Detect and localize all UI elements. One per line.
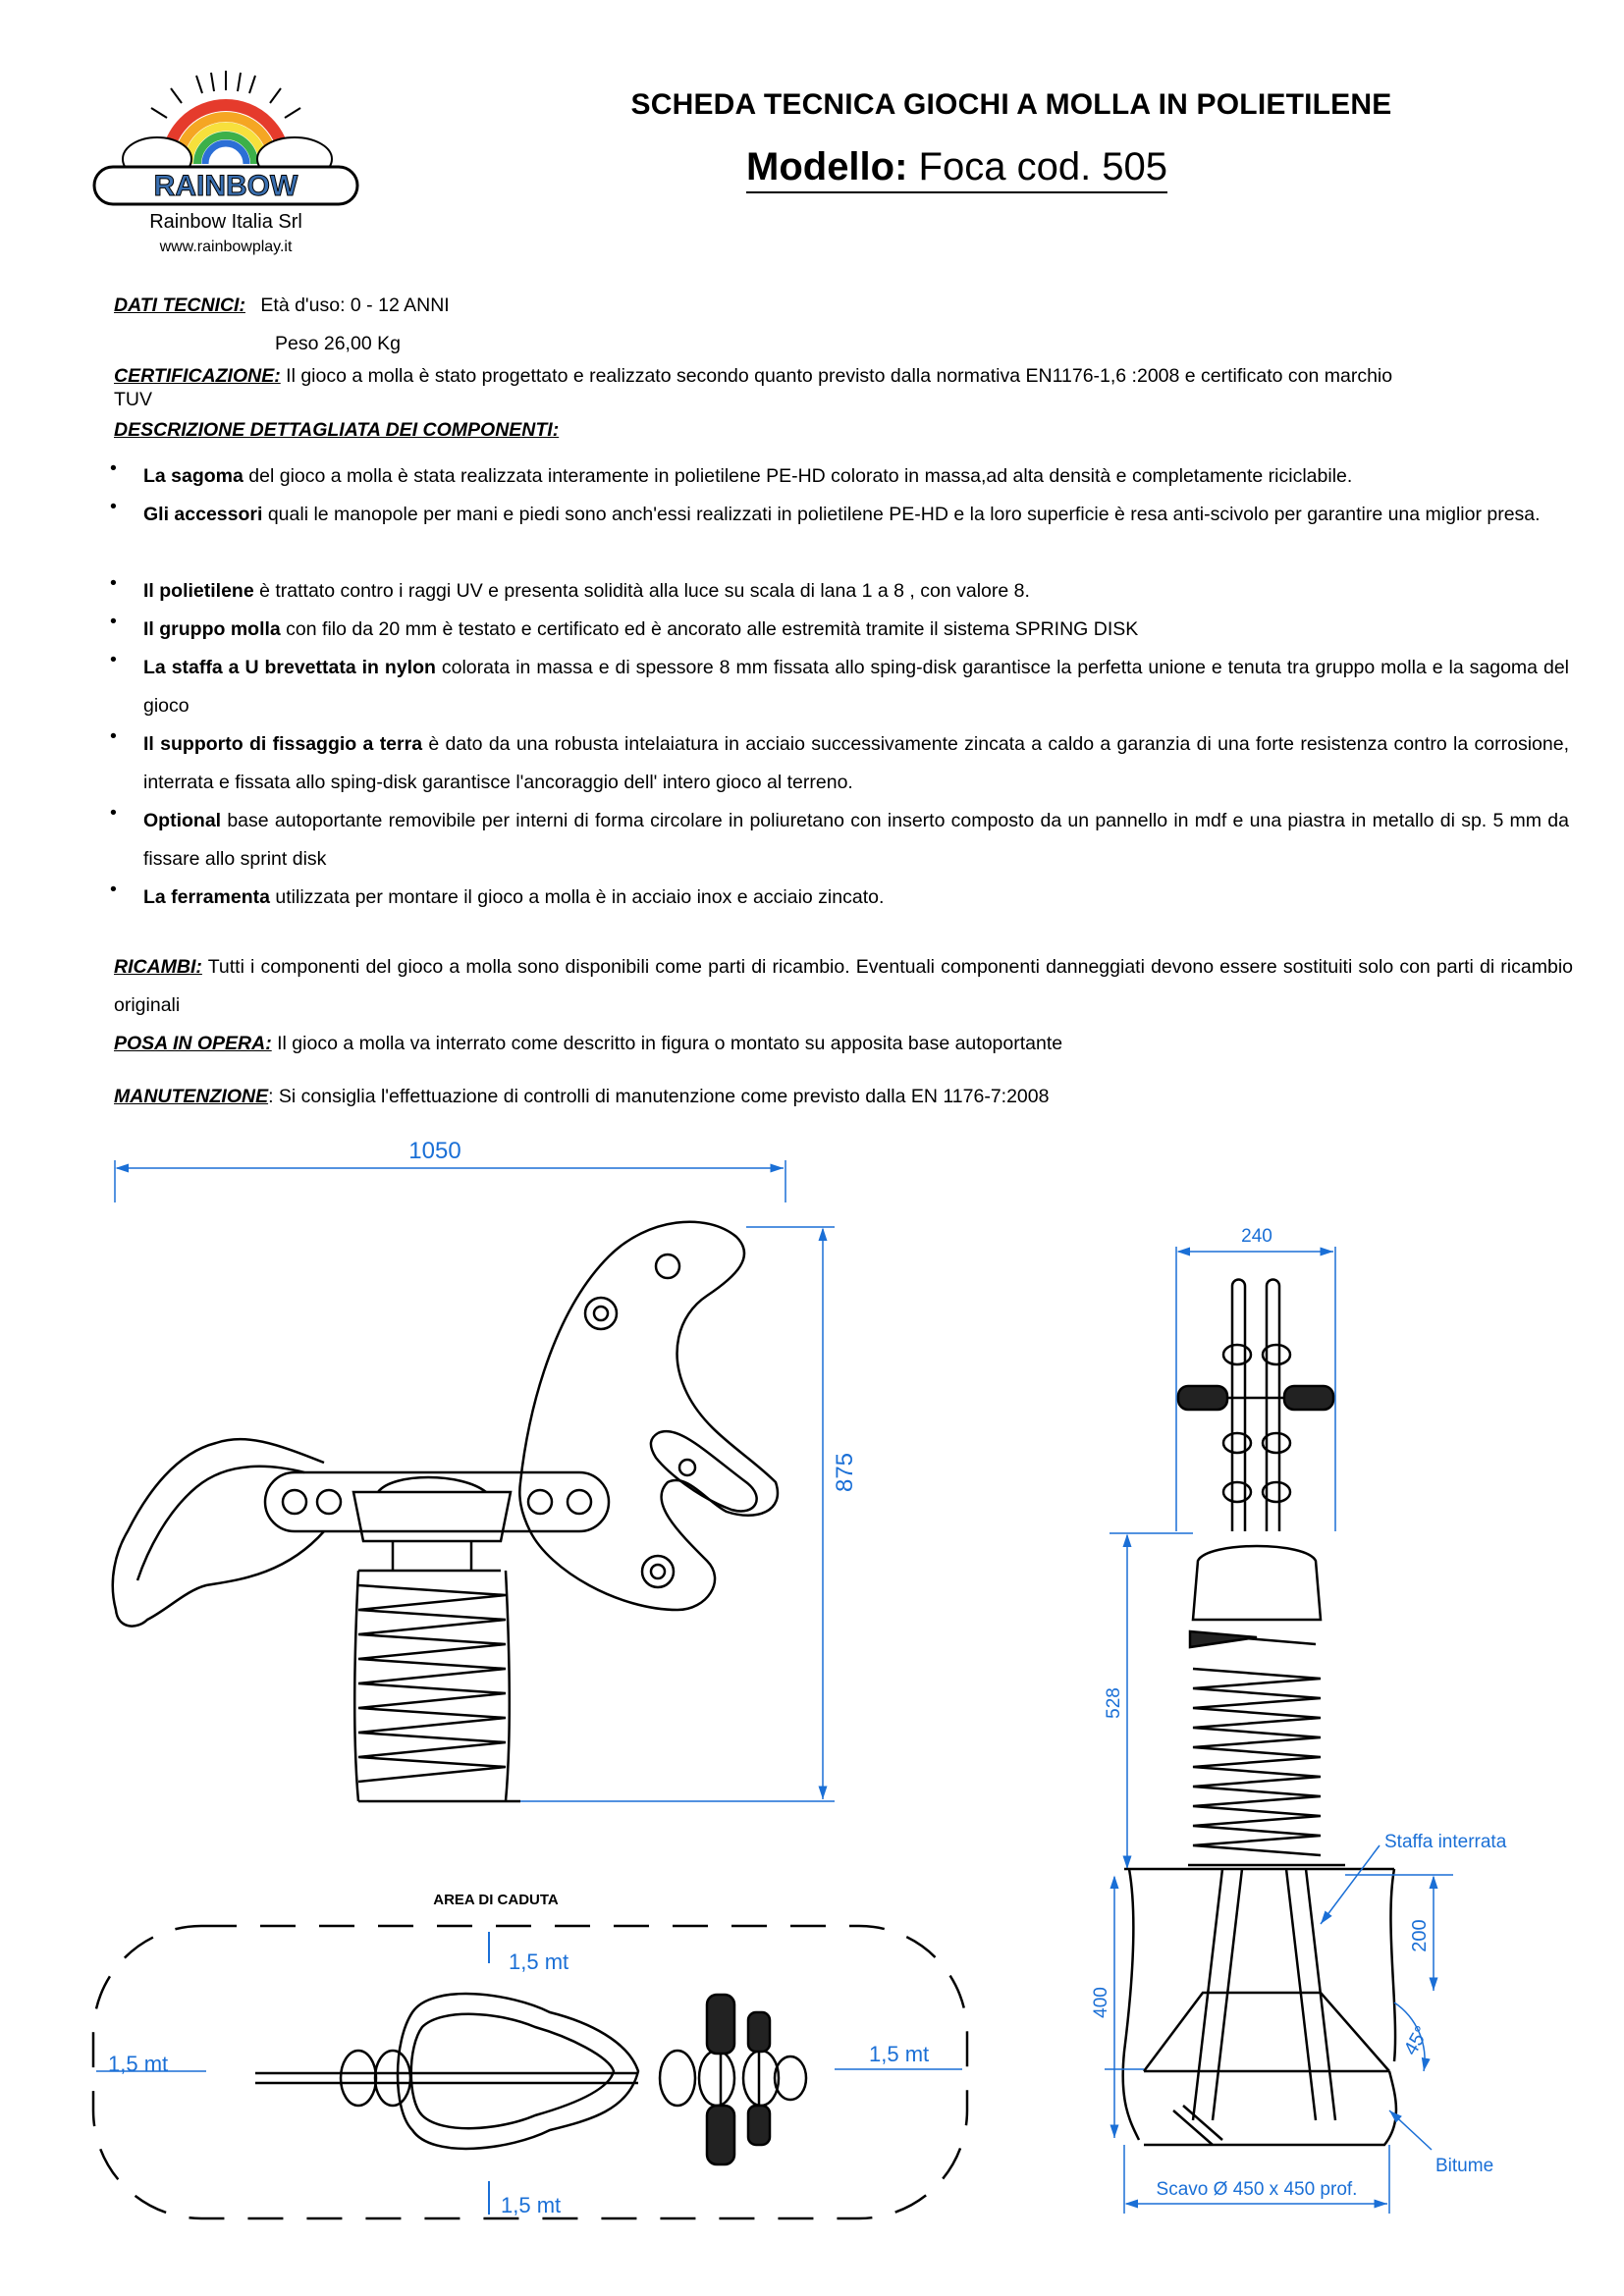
bitume-label: Bitume: [1435, 2156, 1494, 2176]
seal-side-view-icon: [113, 1222, 778, 1801]
cert-text2: TUV: [114, 389, 152, 410]
model-value: Foca cod. 505: [918, 145, 1168, 188]
dati-tecnici: [114, 287, 450, 325]
dim-top-width-label: 240: [1241, 1226, 1272, 1247]
dim-width-label: 1050: [408, 1138, 461, 1164]
posa-in-opera: POSA IN OPERA: Il gioco a molla va interrato come descritto in figura o montato su apposita base autoportante: [114, 1033, 1063, 1054]
cert-text: Il gioco a molla è stato progettato e realizzato secondo quanto previsto dalla normativa EN1176-1,6 :2008 e certificato con marchio: [286, 365, 1393, 387]
technical-drawing: [0, 1129, 1624, 2296]
dim-top-width: [1176, 1226, 1335, 1531]
logo-url: www.rainbowplay.it: [159, 239, 293, 255]
staffa-label: Staffa interrata: [1384, 1832, 1507, 1852]
area-label: AREA DI CADUTA: [433, 1892, 559, 1908]
eta: Età d'uso: 0 - 12 ANNI: [260, 294, 450, 316]
page-title: SCHEDA TECNICA GIOCHI A MOLLA IN POLIETILENE: [630, 88, 1392, 121]
dim-200: [1345, 1875, 1453, 1991]
margin-right-label: 1,5 mt: [869, 2042, 930, 2066]
manutenzione: MANUTENZIONE: Si consiglia l'effettuazione di controlli di manutenzione come previsto dalla EN 1176-7:2008: [114, 1086, 1050, 1107]
seal-top-view-icon: [255, 1994, 806, 2164]
dim-scavo: [1124, 2145, 1389, 2214]
dim-400-label: 400: [1091, 1987, 1111, 2018]
rainbow-logo-icon: [88, 61, 363, 257]
dim-height-label: 875: [832, 1452, 858, 1493]
dim-spring-height: [1104, 1533, 1193, 1869]
model-label: Modello:: [746, 145, 908, 188]
cert-label: CERTIFICAZIONE:: [114, 365, 281, 387]
margin-left-label: 1,5 mt: [108, 2052, 169, 2076]
dim-400: [1091, 1877, 1144, 2138]
ricambi: RICAMBI: Tutti i componenti del gioco a molla sono disponibili come parti di ricambio. Eventuali componenti danneggiati devono essere sostituiti solo con parti di ricambio originali: [114, 956, 1573, 1016]
peso: Peso 26,00 Kg: [275, 333, 401, 354]
dim-width: [115, 1138, 785, 1202]
dim-200-label: 200: [1409, 1919, 1431, 1952]
desc-label: DESCRIZIONE DETTAGLIATA DEI COMPONENTI:: [114, 419, 560, 441]
logo-company: Rainbow Italia Srl: [149, 211, 302, 233]
model-title: [746, 145, 1167, 193]
certificazione: [114, 364, 1557, 411]
margin-bottom-label: 1,5 mt: [501, 2193, 562, 2217]
scavo-label: Scavo Ø 450 x 450 prof.: [1156, 2179, 1358, 2200]
dati-label: DATI TECNICI:: [114, 294, 245, 316]
logo-brand: RAINBOW: [153, 170, 298, 202]
margin-top-label: 1,5 mt: [509, 1949, 569, 1974]
seal-front-view-icon: [1123, 1280, 1396, 2146]
logo: [88, 61, 363, 257]
dim-spring-height-label: 528: [1104, 1687, 1124, 1719]
dim-angle: [1394, 2002, 1434, 2071]
dim-angle-label: 45°: [1399, 2022, 1434, 2059]
